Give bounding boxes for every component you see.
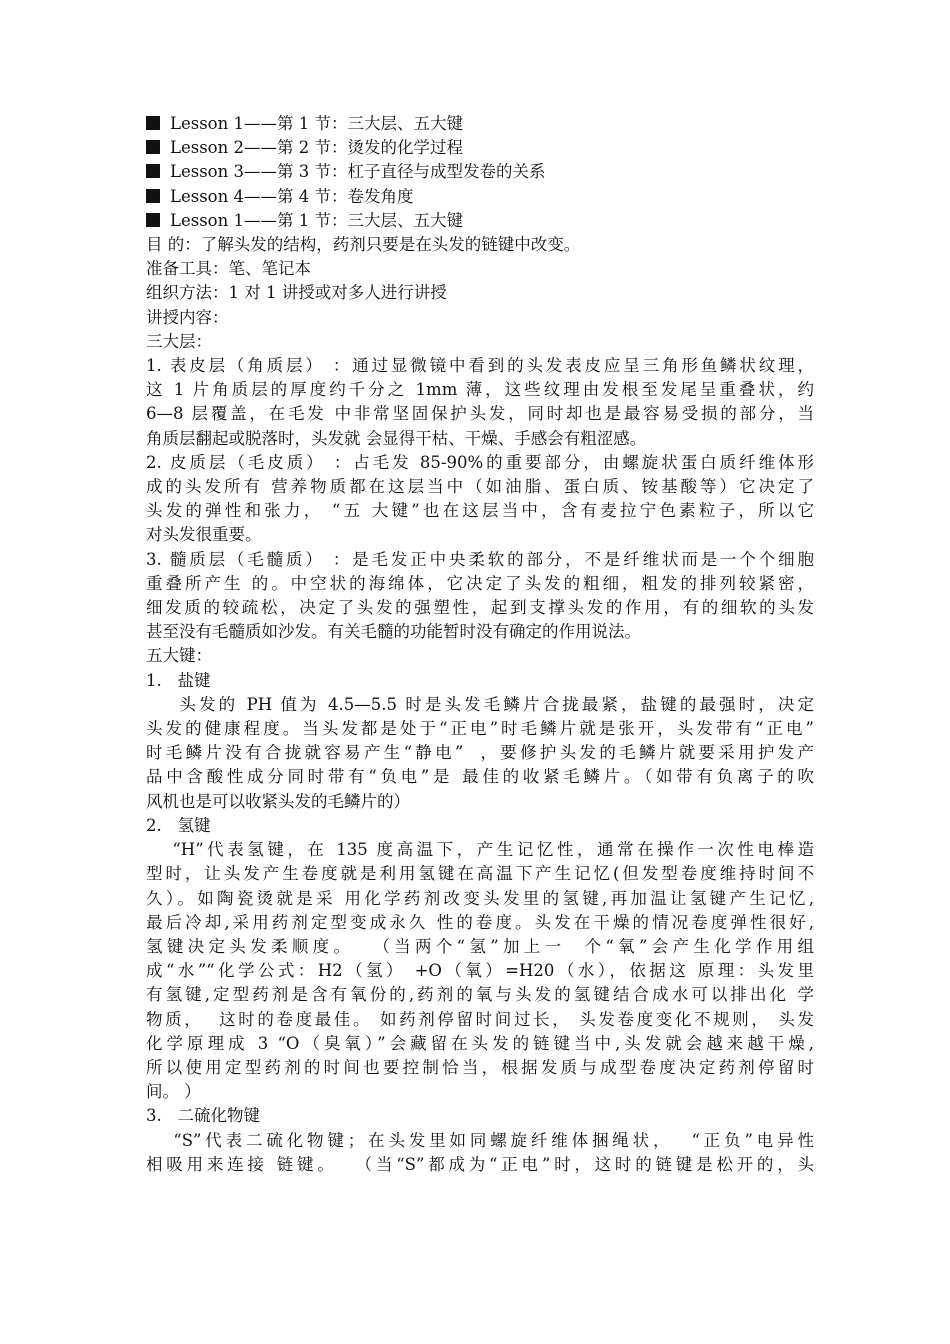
square-bullet-icon <box>146 140 160 154</box>
lesson-item <box>146 112 814 136</box>
lesson-label: Lesson 2——第 2 节：烫发的化学过程 <box>170 138 463 158</box>
lesson-item <box>146 136 814 160</box>
square-bullet-icon <box>146 189 160 203</box>
layer-paragraph-line: 1. 表皮层（角质层） ：通过显微镜中看到的头发表皮应呈三角形鱼鳞状纹理， <box>146 356 814 376</box>
layer-paragraph-line: 这 1 片角质层的厚度约千分之 1mm 薄，这些纹理由发根至发尾呈重叠状，约 <box>146 380 814 400</box>
layer-paragraph-line: 甚至没有毛髓质如沙发。有关毛髓的功能暂时没有确定的作用说法。 <box>146 622 641 642</box>
bond-heading: 1. 盐键 <box>146 670 211 690</box>
content-heading: 讲授内容： <box>146 307 229 327</box>
bond-paragraph-line: 化学原理成 3 “O（臭氧）”会藏留在头发的链键当中,头发就会越来越干燥, <box>146 1033 814 1053</box>
square-bullet-icon <box>146 164 160 178</box>
bond-paragraph-line: 物质， 这时的卷度最佳。 如药剂停留时间过长， 头发卷度变化不规则， 头发 <box>146 1009 814 1029</box>
bond-paragraph-line: 所以使用定型药剂的时间也要控制恰当，根据发质与成型卷度决定药剂停留时 <box>146 1057 814 1077</box>
goal-line: 目 的：了解头发的结构，药剂只要是在头发的链键中改变。 <box>146 235 581 255</box>
bond-heading: 2. 氢键 <box>146 815 211 835</box>
bond-paragraph-line: 相吸用来连接 链键。 （当“S”都成为“正电”时，这时的链键是松开的，头 <box>146 1154 814 1174</box>
lesson-item <box>146 185 814 209</box>
square-bullet-icon <box>146 116 160 130</box>
layer-paragraph-line: 重叠所产生 的。中空状的海绵体，它决定了头发的粗细，粗发的排列较紧密， <box>146 573 814 593</box>
bond-paragraph-line: 有氢键,定型药剂是含有氧份的,药剂的氧与头发的氢键结合成水可以排出化 学 <box>146 985 814 1005</box>
bond-paragraph-line: 型时，让头发产生卷度就是利用氢键在高温下产生记忆(但发型卷度维持时间不 <box>146 864 814 884</box>
lesson-label: Lesson 3——第 3 节：杠子直径与成型发卷的关系 <box>170 162 546 182</box>
bond-paragraph-line: 时毛鳞片没有合拢就容易产生“静电” ，要修护头发的毛鳞片就要采用护发产 <box>146 743 814 763</box>
document-page <box>146 112 814 1177</box>
layer-paragraph-line: 对头发很重要。 <box>146 525 262 545</box>
square-bullet-icon <box>146 213 160 227</box>
bond-paragraph-line: 氢键决定头发柔顺度。 （当两个“氢”加上一 个“氧”会产生化学作用组 <box>146 936 814 956</box>
bond-paragraph-line: “S”代表二硫化物键；在头发里如同螺旋纤维体捆绳状， “正负”电异性 <box>146 1130 814 1150</box>
bond-heading: 3. 二硫化物键 <box>146 1106 260 1126</box>
three-layers-heading: 三大层： <box>146 331 212 351</box>
layer-paragraph-line: 头发的弹性和张力， “五 大键”也在这层当中，含有麦拉宁色素粒子，所以它 <box>146 501 814 521</box>
bond-paragraph-line: 品中含酸性成分同时带有“负电”是 最佳的收紧毛鳞片。（如带有负离子的吹 <box>146 767 814 787</box>
bond-paragraph-line: 成“水”“化学公式：H2（氢） +O（氧）=H20（水），依据这 原理：头发里 <box>146 961 814 981</box>
layer-paragraph-line: 成的头发所有 营养物质都在这层当中（如油脂、蛋白质、铵基酸等）它决定了 <box>146 477 814 497</box>
bond-paragraph-line: 间。 ） <box>146 1082 201 1102</box>
layer-paragraph-line: 细发质的较疏松，决定了头发的强塑性，起到支撑头发的作用，有的细软的头发 <box>146 598 814 618</box>
five-bonds-heading: 五大键： <box>146 646 212 666</box>
layer-paragraph-line: 2. 皮质层（毛皮质） ：占毛发 85-90%的重要部分，由螺旋状蛋白质纤维体形 <box>146 452 814 472</box>
layer-paragraph-line: 6—8 层覆盖，在毛发 中非常坚固保护头发，同时却也是最容易受损的部分，当 <box>146 404 814 424</box>
lesson-label: Lesson 1——第 1 节：三大层、五大键 <box>170 114 463 133</box>
lesson-item <box>146 160 814 184</box>
bond-paragraph-line: “H”代表氢键，在 135 度高温下，产生记忆性，通常在操作一次性电棒造 <box>146 840 814 860</box>
bond-paragraph-line: 头发的 PH 值为 4.5—5.5 时是头发毛鳞片合拢最紧，盐键的最强时，决定 <box>146 694 814 714</box>
layer-paragraph-line: 3. 髓质层（毛髓质） ：是毛发正中央柔软的部分，不是纤维状而是一个个细胞 <box>146 549 814 569</box>
lesson-item <box>146 209 814 233</box>
bond-paragraph-line: 头发的健康程度。当头发都是处于“正电”时毛鳞片就是张开，头发带有“正电” <box>146 719 814 739</box>
lesson-label: Lesson 1——第 1 节：三大层、五大键 <box>170 210 463 230</box>
method-line: 组织方法：1 对 1 讲授或对多人进行讲授 <box>146 283 447 303</box>
layer-paragraph-line: 角质层翻起或脱落时，头发就 会显得干枯、干燥、手感会有粗涩感。 <box>146 428 647 448</box>
tools-line: 准备工具：笔、笔记本 <box>146 259 311 279</box>
bond-paragraph-line: 风机也是可以收紧头发的毛鳞片的） <box>146 791 410 811</box>
lesson-label: Lesson 4——第 4 节：卷发角度 <box>170 186 414 206</box>
bond-paragraph-line: 最后冷却,采用药剂定型变成永久 性的卷度。头发在干燥的情况卷度弹性很好, <box>146 912 814 932</box>
bond-paragraph-line: 久）。如陶瓷烫就是采 用化学药剂改变头发里的氢键,再加温让氢键产生记忆, <box>146 888 814 908</box>
